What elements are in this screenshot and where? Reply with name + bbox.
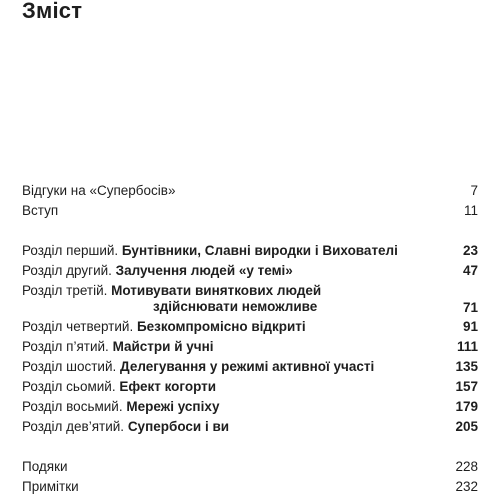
toc-page-number: 179	[455, 399, 478, 414]
toc-page-number: 111	[456, 339, 478, 354]
section-spacer	[22, 221, 478, 241]
toc-page-number: 157	[455, 379, 478, 394]
chapter-prefix: Розділ другий.	[22, 263, 116, 278]
chapter-title: Бунтівники, Славні виродки і Вихователі	[121, 243, 398, 258]
chapter-title: Супербоси і ви	[127, 419, 230, 434]
toc-entry-acknowledgements	[22, 457, 478, 477]
chapter-prefix: Розділ перший.	[22, 243, 122, 258]
toc-chapter-8	[22, 397, 478, 417]
toc-page-number: 7	[470, 183, 478, 198]
page-title: Зміст	[22, 0, 83, 23]
toc-entry-label: Вступ	[22, 203, 59, 218]
section-spacer	[22, 437, 478, 457]
toc-chapter-5	[22, 337, 478, 357]
chapter-prefix: Розділ дев’ятий.	[22, 419, 128, 434]
table-of-contents	[22, 181, 478, 497]
chapter-title-continued: здійснювати неможливе	[153, 299, 318, 314]
chapter-title: Залучення людей «у темі»	[115, 263, 293, 278]
toc-chapter-4	[22, 317, 478, 337]
toc-page-number: 11	[463, 203, 478, 218]
chapter-prefix: Розділ четвертий.	[22, 319, 137, 334]
toc-chapter-6	[22, 357, 478, 377]
chapter-title: Ефект когорти	[119, 379, 217, 394]
toc-entry-label: Відгуки на «Супербосів»	[22, 183, 176, 198]
toc-chapter-1	[22, 241, 478, 261]
chapter-title: Мотивувати виняткових людей	[111, 283, 322, 298]
toc-chapter-9	[22, 417, 478, 437]
chapter-title: Безкомпромісно відкриті	[136, 319, 306, 334]
toc-page-number: 23	[462, 243, 478, 258]
toc-chapter-7	[22, 377, 478, 397]
chapter-title: Мережі успіху	[126, 399, 220, 414]
toc-entry-intro	[22, 201, 478, 221]
toc-page-number: 205	[455, 419, 478, 434]
toc-page-number: 135	[455, 359, 478, 374]
chapter-prefix: Розділ восьмий.	[22, 399, 127, 414]
toc-entry-reviews	[22, 181, 478, 201]
chapter-title: Делегування у режимі активної участі	[120, 359, 375, 374]
toc-page-number: 91	[462, 319, 478, 334]
chapter-prefix: Розділ третій.	[22, 283, 112, 298]
toc-entry-label: Примітки	[22, 479, 79, 494]
toc-page-number: 228	[455, 459, 478, 474]
toc-chapter-2	[22, 261, 478, 281]
chapter-title: Майстри й учні	[112, 339, 214, 354]
toc-page-number: 232	[455, 479, 478, 494]
toc-chapter-3	[22, 281, 478, 317]
chapter-prefix: Розділ сьомий.	[22, 379, 120, 394]
chapter-prefix: Розділ шостий.	[22, 359, 121, 374]
toc-entry-label: Подяки	[22, 459, 68, 474]
toc-page-number: 71	[462, 300, 478, 315]
toc-entry-notes	[22, 477, 478, 497]
chapter-prefix: Розділ п’ятий.	[22, 339, 113, 354]
toc-page-number: 47	[462, 263, 478, 278]
